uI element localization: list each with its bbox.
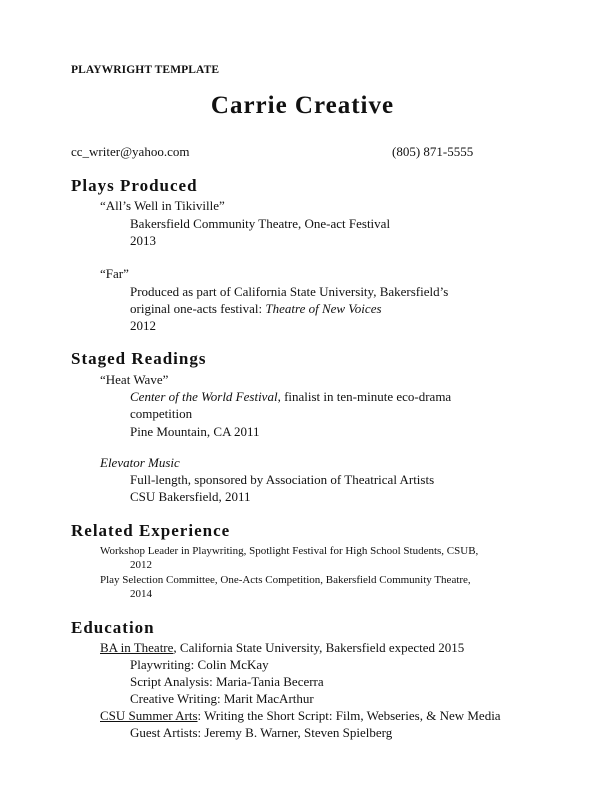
course-item: Creative Writing: Marit MacArthur bbox=[130, 691, 314, 706]
contact-phone: (805) 871-5555 bbox=[392, 144, 474, 159]
play-detail: Bakersfield Community Theatre, One-act Festival bbox=[130, 216, 391, 231]
reading-detail bbox=[130, 389, 451, 405]
play-title: “All’s Well in Tikiville” bbox=[100, 198, 225, 213]
program-description: : Writing the Short Script: Film, Webseries, & New Media bbox=[197, 708, 501, 723]
reading-location: Pine Mountain, CA 2011 bbox=[130, 424, 260, 439]
festival-name: Center of the World Festival bbox=[130, 389, 278, 404]
guest-artists: Guest Artists: Jeremy B. Warner, Steven Spielberg bbox=[130, 725, 393, 740]
education-program bbox=[100, 708, 501, 724]
play-detail: Produced as part of California State University, Bakersfield’s bbox=[130, 284, 449, 299]
reading-detail: Full-length, sponsored by Association of Theatrical Artists bbox=[130, 472, 435, 487]
degree-institution: , California State University, Bakersfield expected 2015 bbox=[173, 640, 465, 655]
festival-name: Theatre of New Voices bbox=[265, 301, 382, 316]
template-label: PLAYWRIGHT TEMPLATE bbox=[71, 64, 220, 76]
section-heading-staged-readings: Staged Readings bbox=[71, 349, 207, 368]
experience-year: 2014 bbox=[130, 588, 152, 600]
reading-title: “Heat Wave” bbox=[100, 372, 169, 387]
section-heading-related-experience: Related Experience bbox=[71, 521, 231, 540]
section-heading-education: Education bbox=[71, 618, 155, 637]
reading-detail-rest: , finalist in ten-minute eco-drama bbox=[277, 389, 452, 404]
reading-detail: competition bbox=[130, 406, 193, 421]
course-item: Playwriting: Colin McKay bbox=[130, 657, 269, 672]
contact-email: cc_writer@yahoo.com bbox=[71, 144, 190, 159]
education-degree bbox=[100, 640, 464, 656]
reading-location: CSU Bakersfield, 2011 bbox=[130, 489, 251, 504]
degree-name: BA in Theatre bbox=[100, 640, 174, 655]
course-item: Script Analysis: Maria-Tania Becerra bbox=[130, 674, 324, 689]
reading-title: Elevator Music bbox=[100, 455, 180, 470]
experience-item: Workshop Leader in Playwriting, Spotlight Festival for High School Students, CSUB, bbox=[100, 545, 479, 557]
experience-item: Play Selection Committee, One-Acts Competition, Bakersfield Community Theatre, bbox=[100, 574, 471, 586]
candidate-name: Carrie Creative bbox=[210, 92, 395, 119]
section-heading-plays-produced: Plays Produced bbox=[71, 176, 198, 195]
play-year: 2013 bbox=[130, 233, 156, 248]
play-title: “Far” bbox=[100, 266, 129, 281]
experience-year: 2012 bbox=[130, 559, 152, 571]
program-name: CSU Summer Arts bbox=[100, 708, 198, 723]
play-detail bbox=[130, 301, 382, 317]
play-year: 2012 bbox=[130, 318, 156, 333]
play-detail-prefix: original one-acts festival: bbox=[130, 301, 266, 316]
